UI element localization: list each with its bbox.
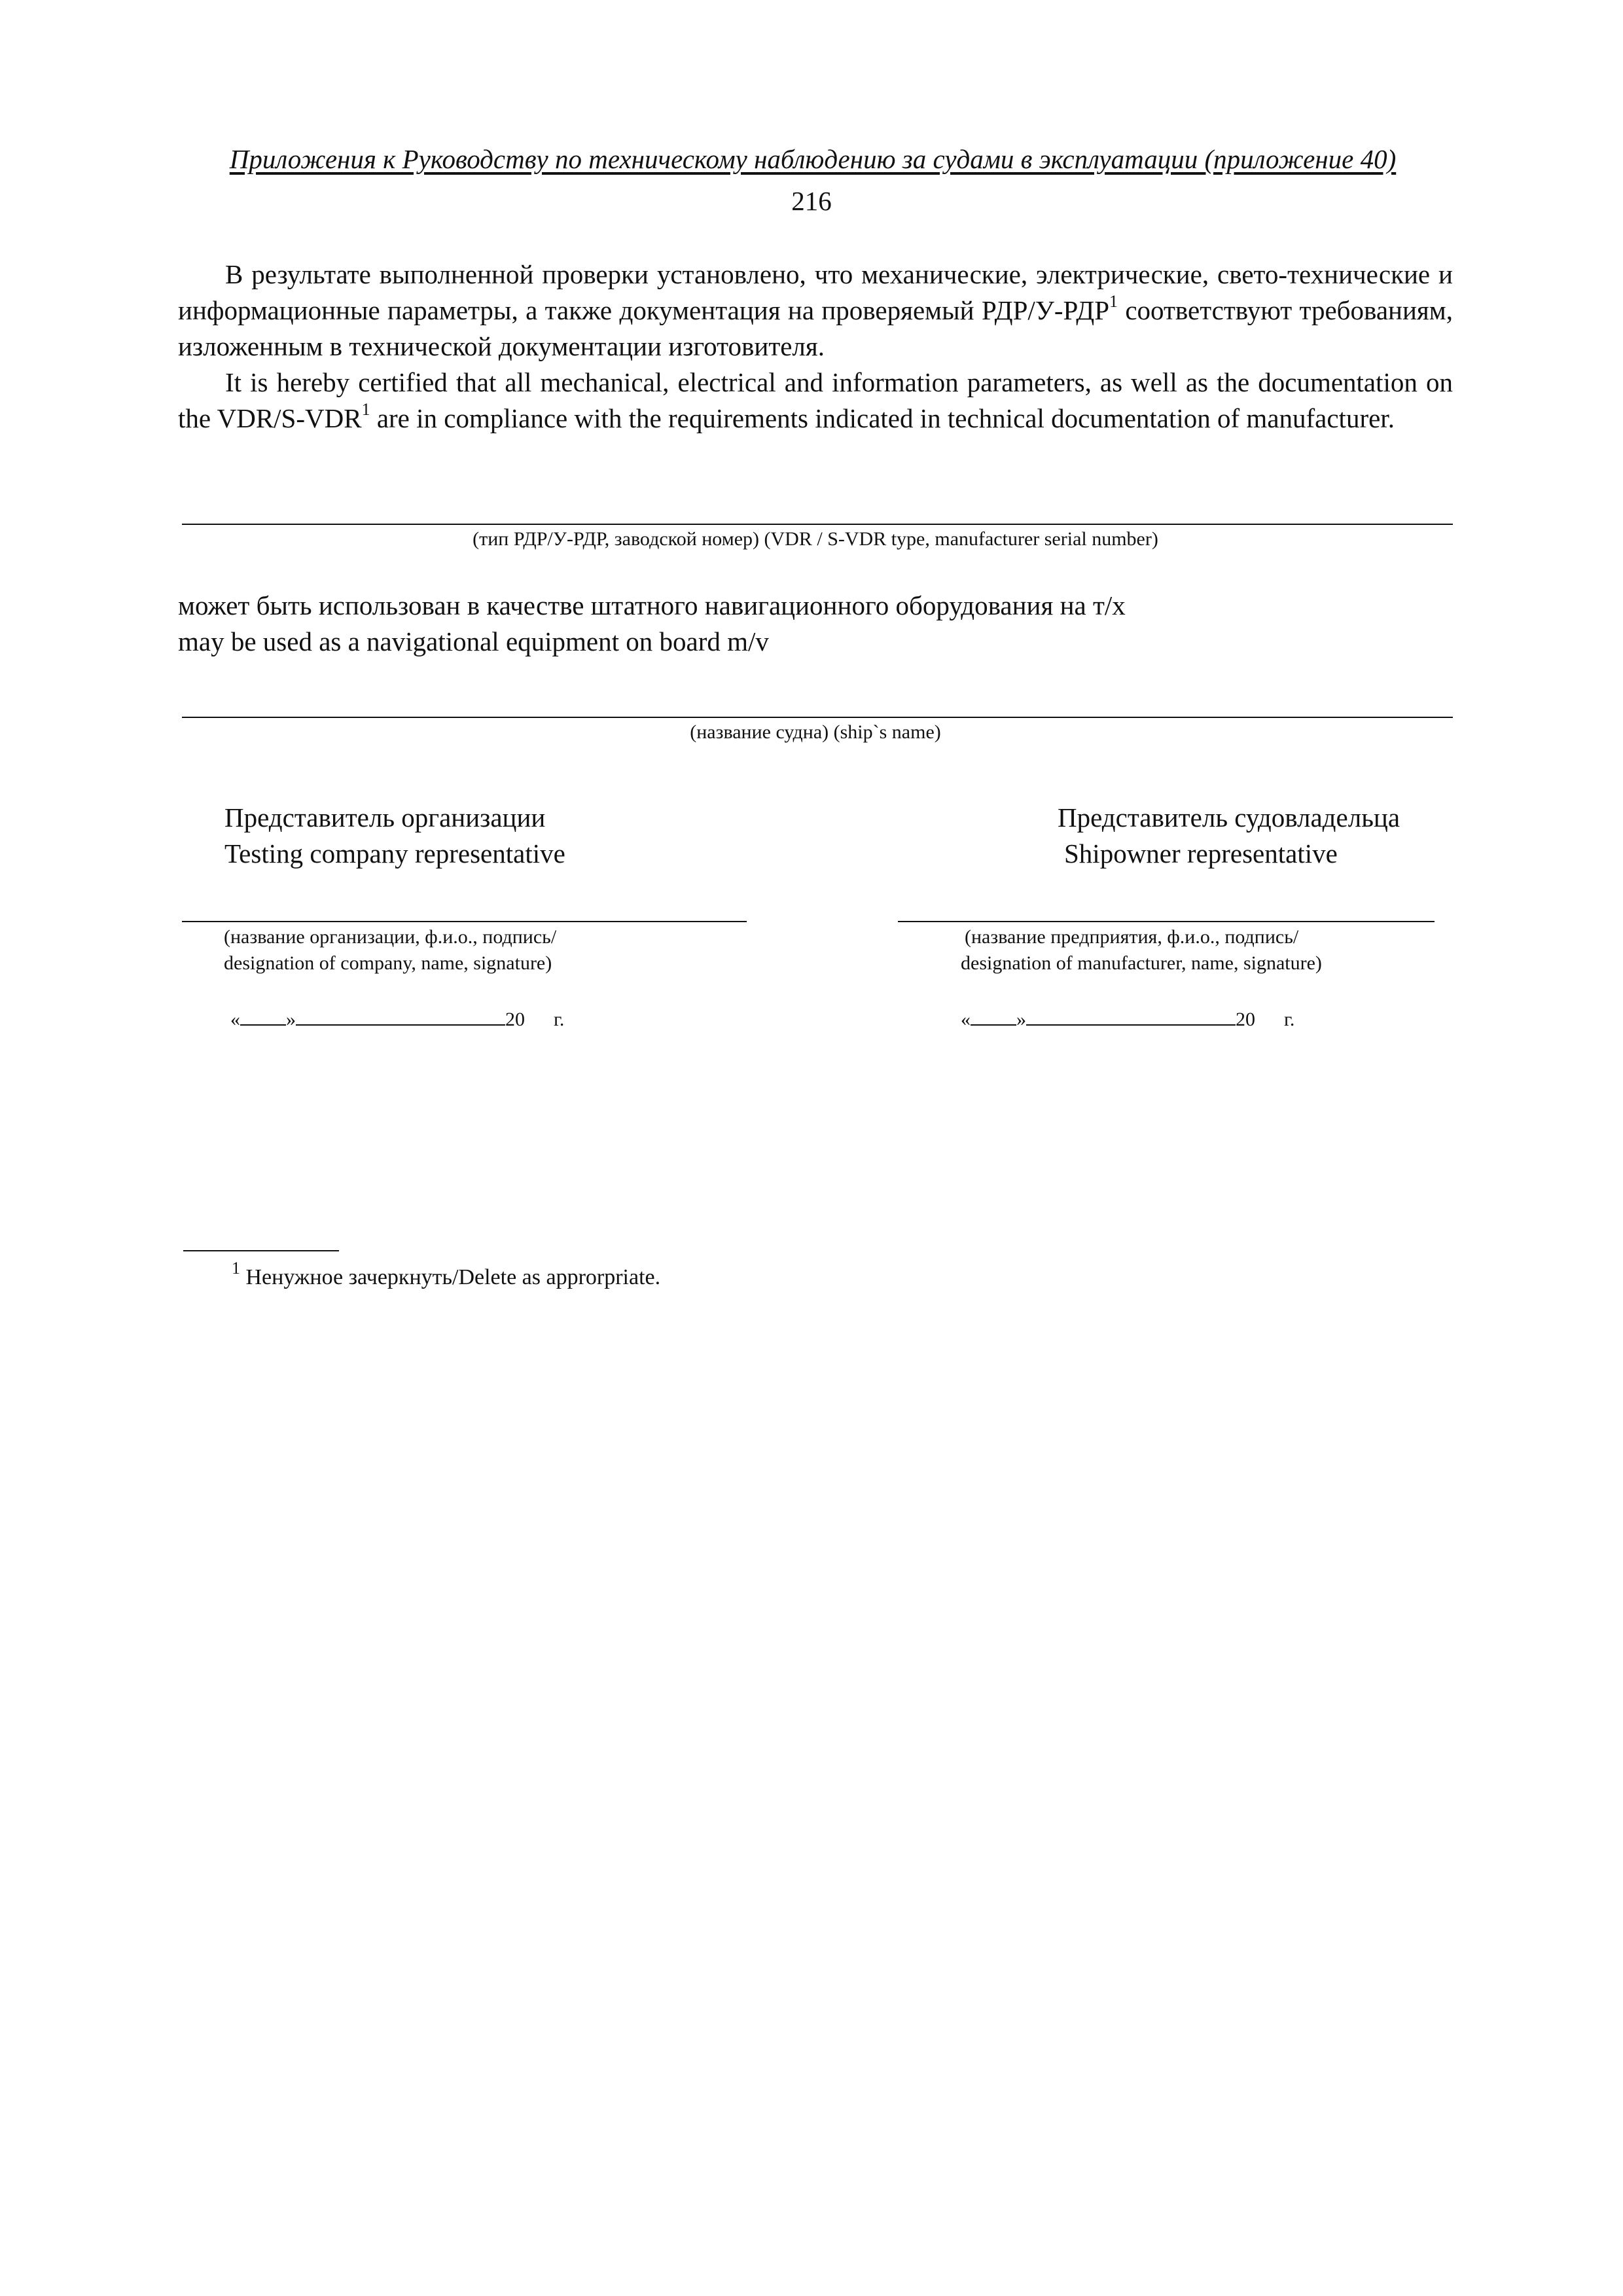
date-open-quote: «: [230, 1009, 240, 1030]
shipowner-title-en: Shipowner representative: [1064, 838, 1338, 869]
shipowner-date-field[interactable]: [961, 1008, 1294, 1031]
testing-company-signature-line[interactable]: [182, 921, 747, 922]
testing-company-title-ru: Представитель организации: [224, 802, 546, 833]
date-year-suffix: г.: [554, 1009, 565, 1030]
shipowner-caption-ru: (название предприятия, ф.и.о., подпись/: [965, 926, 1299, 948]
date-year-suffix: г.: [1284, 1009, 1295, 1030]
certification-text-ru-part2: соответствуют требованиям, изложенным в технической документации изготовителя.: [178, 295, 1453, 361]
certification-text-en-part1: It is hereby certified that all mechanical, electrical and information parameters, as well as the documentation on the VDR/S-VDR: [178, 367, 1453, 433]
vdr-type-field-line[interactable]: [182, 524, 1453, 525]
footnote-ref-ru: 1: [1109, 292, 1118, 312]
date-close-quote: »: [1016, 1009, 1026, 1030]
date-year-prefix: 20: [505, 1009, 525, 1030]
ship-name-field-caption: (название судна) (ship`s name): [690, 721, 941, 743]
certification-paragraph-en: [178, 365, 1453, 437]
document-header: Приложения к Руководству по техническому наблюдению за судами в эксплуатации (приложение 40): [229, 144, 1397, 174]
footnote: [232, 1258, 661, 1291]
shipowner-caption-en: designation of manufacturer, name, signature): [961, 952, 1322, 974]
footnote-text: Ненужное зачеркнуть/Delete as approrpriate.: [240, 1265, 661, 1289]
testing-company-caption-en: designation of company, name, signature): [224, 952, 552, 974]
date-month-blank[interactable]: [296, 1009, 505, 1026]
certification-paragraph-ru: [178, 257, 1453, 365]
date-day-blank[interactable]: [971, 1009, 1016, 1026]
usage-text-en: may be used as a navigational equipment on board m/v: [178, 626, 769, 656]
testing-company-caption-ru: (название организации, ф.и.о., подпись/: [224, 926, 557, 948]
footnote-separator: [183, 1250, 339, 1251]
shipowner-signature-line[interactable]: [898, 921, 1435, 922]
vdr-type-field-caption: (тип РДР/У-РДР, заводской номер) (VDR / S-VDR type, manufacturer serial number): [473, 528, 1158, 550]
shipowner-title-ru: Представитель судовладельца: [1058, 802, 1400, 833]
date-day-blank[interactable]: [240, 1009, 286, 1026]
date-close-quote: »: [286, 1009, 296, 1030]
date-open-quote: «: [961, 1009, 971, 1030]
ship-name-field-line[interactable]: [182, 717, 1453, 718]
footnote-marker: 1: [232, 1258, 240, 1278]
certification-text-en-part2: are in compliance with the requirements indicated in technical documentation of manufacturer.: [370, 403, 1395, 433]
usage-text-ru: может быть использован в качестве штатного навигационного оборудования на т/х: [178, 590, 1126, 620]
testing-company-date-field[interactable]: [230, 1008, 564, 1031]
testing-company-title-en: Testing company representative: [224, 838, 565, 869]
certification-text-ru-part1: В результате выполненной проверки установлено, что механические, электрические, свето-технические и информационные параметры, а также документация на проверяемый РДР/У-РДР: [178, 259, 1453, 325]
date-year-prefix: 20: [1236, 1009, 1255, 1030]
date-month-blank[interactable]: [1026, 1009, 1236, 1026]
page-number: 216: [791, 186, 832, 216]
footnote-ref-en: 1: [361, 400, 370, 420]
